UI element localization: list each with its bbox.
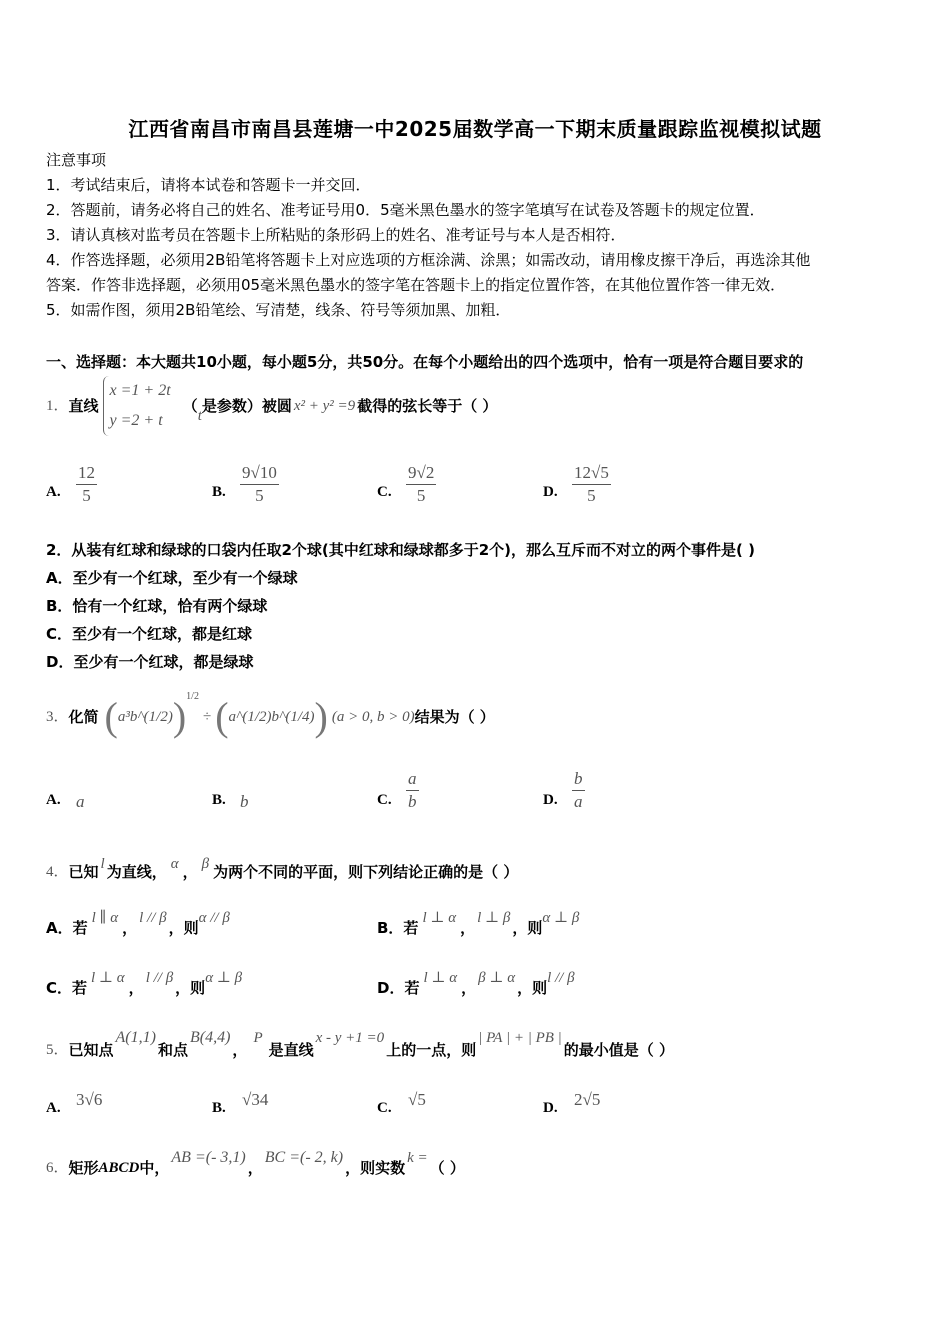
q1-option-c-den: 5 [416,486,426,505]
q3-option-d-num: b [572,768,585,791]
section-heading: 一、选择题：本大题共10小题，每小题5分，共50分。在每个小题给出的四个选项中，恰有一项是符合题目要求的 [46,353,804,371]
q1-option-a-label: A. [46,484,61,500]
note-item: 3．请认真核对监考员在答题卡上所粘贴的条形码上的姓名、准考证号与本人是否相符． [46,226,626,244]
q4-t1: 已知 [68,863,99,881]
q1-option-b-label: B. [212,484,226,500]
q5-t2: 和点 [157,1041,188,1059]
q4-beta: β [201,856,210,872]
q5-expr: | PA | + | PB | [478,1030,562,1046]
q1-option-c-num: 9√2 [406,462,436,485]
q4-option-d-then: ，则 [517,979,548,997]
q2-option-c: C．至少有一个红球，都是红球 [46,625,253,643]
q1-eq2: y =2 + t [109,412,163,429]
question-5 [46,1030,674,1060]
question-3: 3． 化简 ( a³b^(1/2) ) 1/2 ÷ ( a^(1/2)b^(1/4) ) (a > 0, b > 0) 结果为（ ） [46,690,495,744]
q5-t1: 已知点 [68,1041,114,1059]
q4-option-c-label: C．若 [46,979,88,997]
q6-vector-ab: AB =(- 3,1) [171,1149,246,1166]
q3-outer-exponent: 1/2 [186,691,199,702]
q5-options [46,1088,646,1124]
q4-option-d-res: l // β [547,970,575,986]
q1-option-b-value [240,462,279,507]
q1-option-c-label: C. [377,484,392,500]
note-item: 4．作答选择题，必须用2B铅笔将答题卡上对应选项的方框涂满、涂黑；如需改动，请用橡皮擦干净后，再选涂其他 [46,251,811,269]
q1-option-b-num: 9√10 [240,462,279,485]
q4-option-c: C．若 l ⊥ α ， l // β ，则 α ⊥ β [46,970,243,997]
q4-option-b-label: B．若 [377,919,419,937]
q1-mid2: 是参数）被圆 [201,397,292,415]
q4-option-b-c1: l ⊥ α [422,910,457,926]
q4-option-a-label: A．若 [46,919,88,937]
q2-option-b: B．恰有一个红球，恰有两个绿球 [46,597,268,615]
q3-pre: 化简 [68,708,99,726]
q6-comma: ， [247,1159,263,1177]
q3-option-c-num: a [406,768,419,791]
question-4 [46,856,518,882]
q3-number: 3． [46,709,69,725]
q2-option-d: D．至少有一个红球，都是绿球 [46,653,254,671]
q6-number: 6． [46,1160,69,1176]
q1-option-a-den: 5 [82,486,91,505]
q3-option-d-den: a [574,792,583,811]
q4-option-c-c1: l ⊥ α [91,970,125,986]
q3-option-a-value: a [76,792,85,811]
q1-option-d-label: D. [543,484,558,500]
q1-option-c-value [406,462,436,507]
q5-t3: 是直线 [268,1041,314,1059]
q5-option-d-value: 2√5 [574,1090,601,1109]
q5-option-c-label: C. [377,1100,392,1116]
q1-mid1: （ [182,397,198,415]
q2-option-a: A．至少有一个红球，至少有一个绿球 [46,569,298,587]
q4-option-a-res: α // β [198,910,230,926]
q4-option-a: A．若 l ∥ α ， l // β ，则 α // β [46,910,230,937]
q1-number: 1． [46,398,69,414]
q6-t3: ，则实数 [345,1159,406,1177]
q4-option-c-res: α ⊥ β [205,970,243,986]
q4-option-d-c2: β ⊥ α [478,970,516,986]
q5-point-p: P [253,1030,263,1046]
q3-option-c-den: b [408,792,417,811]
q5-number: 5． [46,1042,69,1058]
q3-options [46,768,646,820]
q4-l: l [100,856,105,872]
q3-option-b-label: B. [212,792,226,808]
question-1 [46,376,497,436]
notes-block [46,148,810,323]
q4-option-d: D．若 l ⊥ α ， β ⊥ α ，则 l // β [377,970,575,997]
q1-option-b-den: 5 [255,486,264,505]
q1-pre: 直线 [68,397,99,415]
q4-alpha: α [170,856,179,872]
q1-param: t [197,408,202,424]
q1-option-d-num: 12√5 [572,462,611,485]
question-6 [46,1148,465,1178]
q3-option-b-value: b [240,792,249,811]
q5-point-a: A(1,1) [115,1029,156,1046]
q3-post: 结果为（ ） [414,708,495,726]
q4-option-b-then: ，则 [512,919,543,937]
q5-option-d-label: D. [543,1100,558,1116]
q3-expr2: a^(1/2)b^(1/4) [228,709,315,725]
q4-option-b-res: α ⊥ β [542,910,580,926]
q5-point-b: B(4,4) [189,1029,231,1046]
q5-t4: 上的一点，则 [386,1041,477,1059]
q6-vector-bc: BC =(- 2, k) [264,1149,344,1166]
q4-option-a-c2: l // β [139,910,167,926]
q1-options [46,462,646,514]
note-item: 2．答题前，请务必将自己的姓名、准考证号用0．5毫米黑色墨水的签字笔填写在试卷及答题卡的规定位置． [46,201,765,219]
q5-option-c-value: √5 [408,1090,426,1109]
q5-option-a-value: 3√6 [76,1090,103,1109]
q6-k: k = [407,1150,428,1166]
q5-comma: ， [232,1041,248,1059]
q1-option-a-num: 12 [76,462,97,485]
q1-option-d-den: 5 [587,486,596,505]
q4-comma: ， [182,863,198,881]
q1-option-d-value [572,462,611,507]
q3-divide: ÷ [202,709,212,725]
q6-t4: （ ） [429,1159,465,1177]
q4-option-b: B．若 l ⊥ α ， l ⊥ β ，则 α ⊥ β [377,910,580,937]
q4-t2: 为直线， [106,863,167,881]
q1-post: 截得的弦长等于（ ） [357,397,498,415]
q6-rect-name: ABCD [98,1160,140,1176]
q5-option-b-value: √34 [242,1090,269,1109]
q4-option-a-then: ，则 [168,919,199,937]
q1-option-a-value [76,462,97,507]
q5-line: x - y +1 =0 [315,1030,385,1046]
q5-option-a-label: A. [46,1100,61,1116]
q3-expr1: a³b^(1/2) [117,709,173,725]
q3-option-d-value [572,768,585,813]
q3-condition: (a > 0, b > 0) [331,709,415,725]
note-item: 答案．作答非选择题，必须用05毫米黑色墨水的签字笔在答题卡上的指定位置作答，在其他位置作答一律无效． [46,276,786,294]
q4-t3: 为两个不同的平面，则下列结论正确的是（ ） [213,863,519,881]
q1-eq1: x =1 + 2t [109,382,171,399]
q3-option-c-label: C. [377,792,392,808]
q3-option-a-label: A. [46,792,61,808]
q4-option-c-then: ，则 [175,979,206,997]
q3-option-d-label: D. [543,792,558,808]
q3-option-c-value [406,768,419,813]
q1-circle: x² + y² =9 [293,398,356,414]
q4-option-b-c2: l ⊥ β [477,910,511,926]
question-2-stem: 2．从装有红球和绿球的口袋内任取2个球(其中红球和绿球都多于2个)，那么互斥而不对立的两个事件是( ) [46,541,755,559]
q4-option-c-c2: l // β [145,970,174,986]
q5-option-b-label: B. [212,1100,226,1116]
note-item: 1．考试结束后，请将本试卷和答题卡一并交回． [46,176,371,194]
q4-number: 4． [46,864,69,880]
q4-option-d-label: D．若 [377,979,420,997]
page-title: 江西省南昌市南昌县莲塘一中2025届数学高一下期末质量跟踪监视模拟试题 [128,117,822,141]
notes-heading: 注意事项 [46,151,107,169]
q1-system [103,376,171,436]
q6-t1: 矩形 [68,1159,99,1177]
q5-t5: 的最小值是（ ） [563,1041,674,1059]
q4-option-a-c1: l ∥ α [91,910,119,926]
q4-option-d-c1: l ⊥ α [423,970,458,986]
note-item: 5．如需作图，须用2B铅笔绘、写清楚，线条、符号等须加黑、加粗． [46,301,511,319]
q6-t2: 中， [139,1159,170,1177]
